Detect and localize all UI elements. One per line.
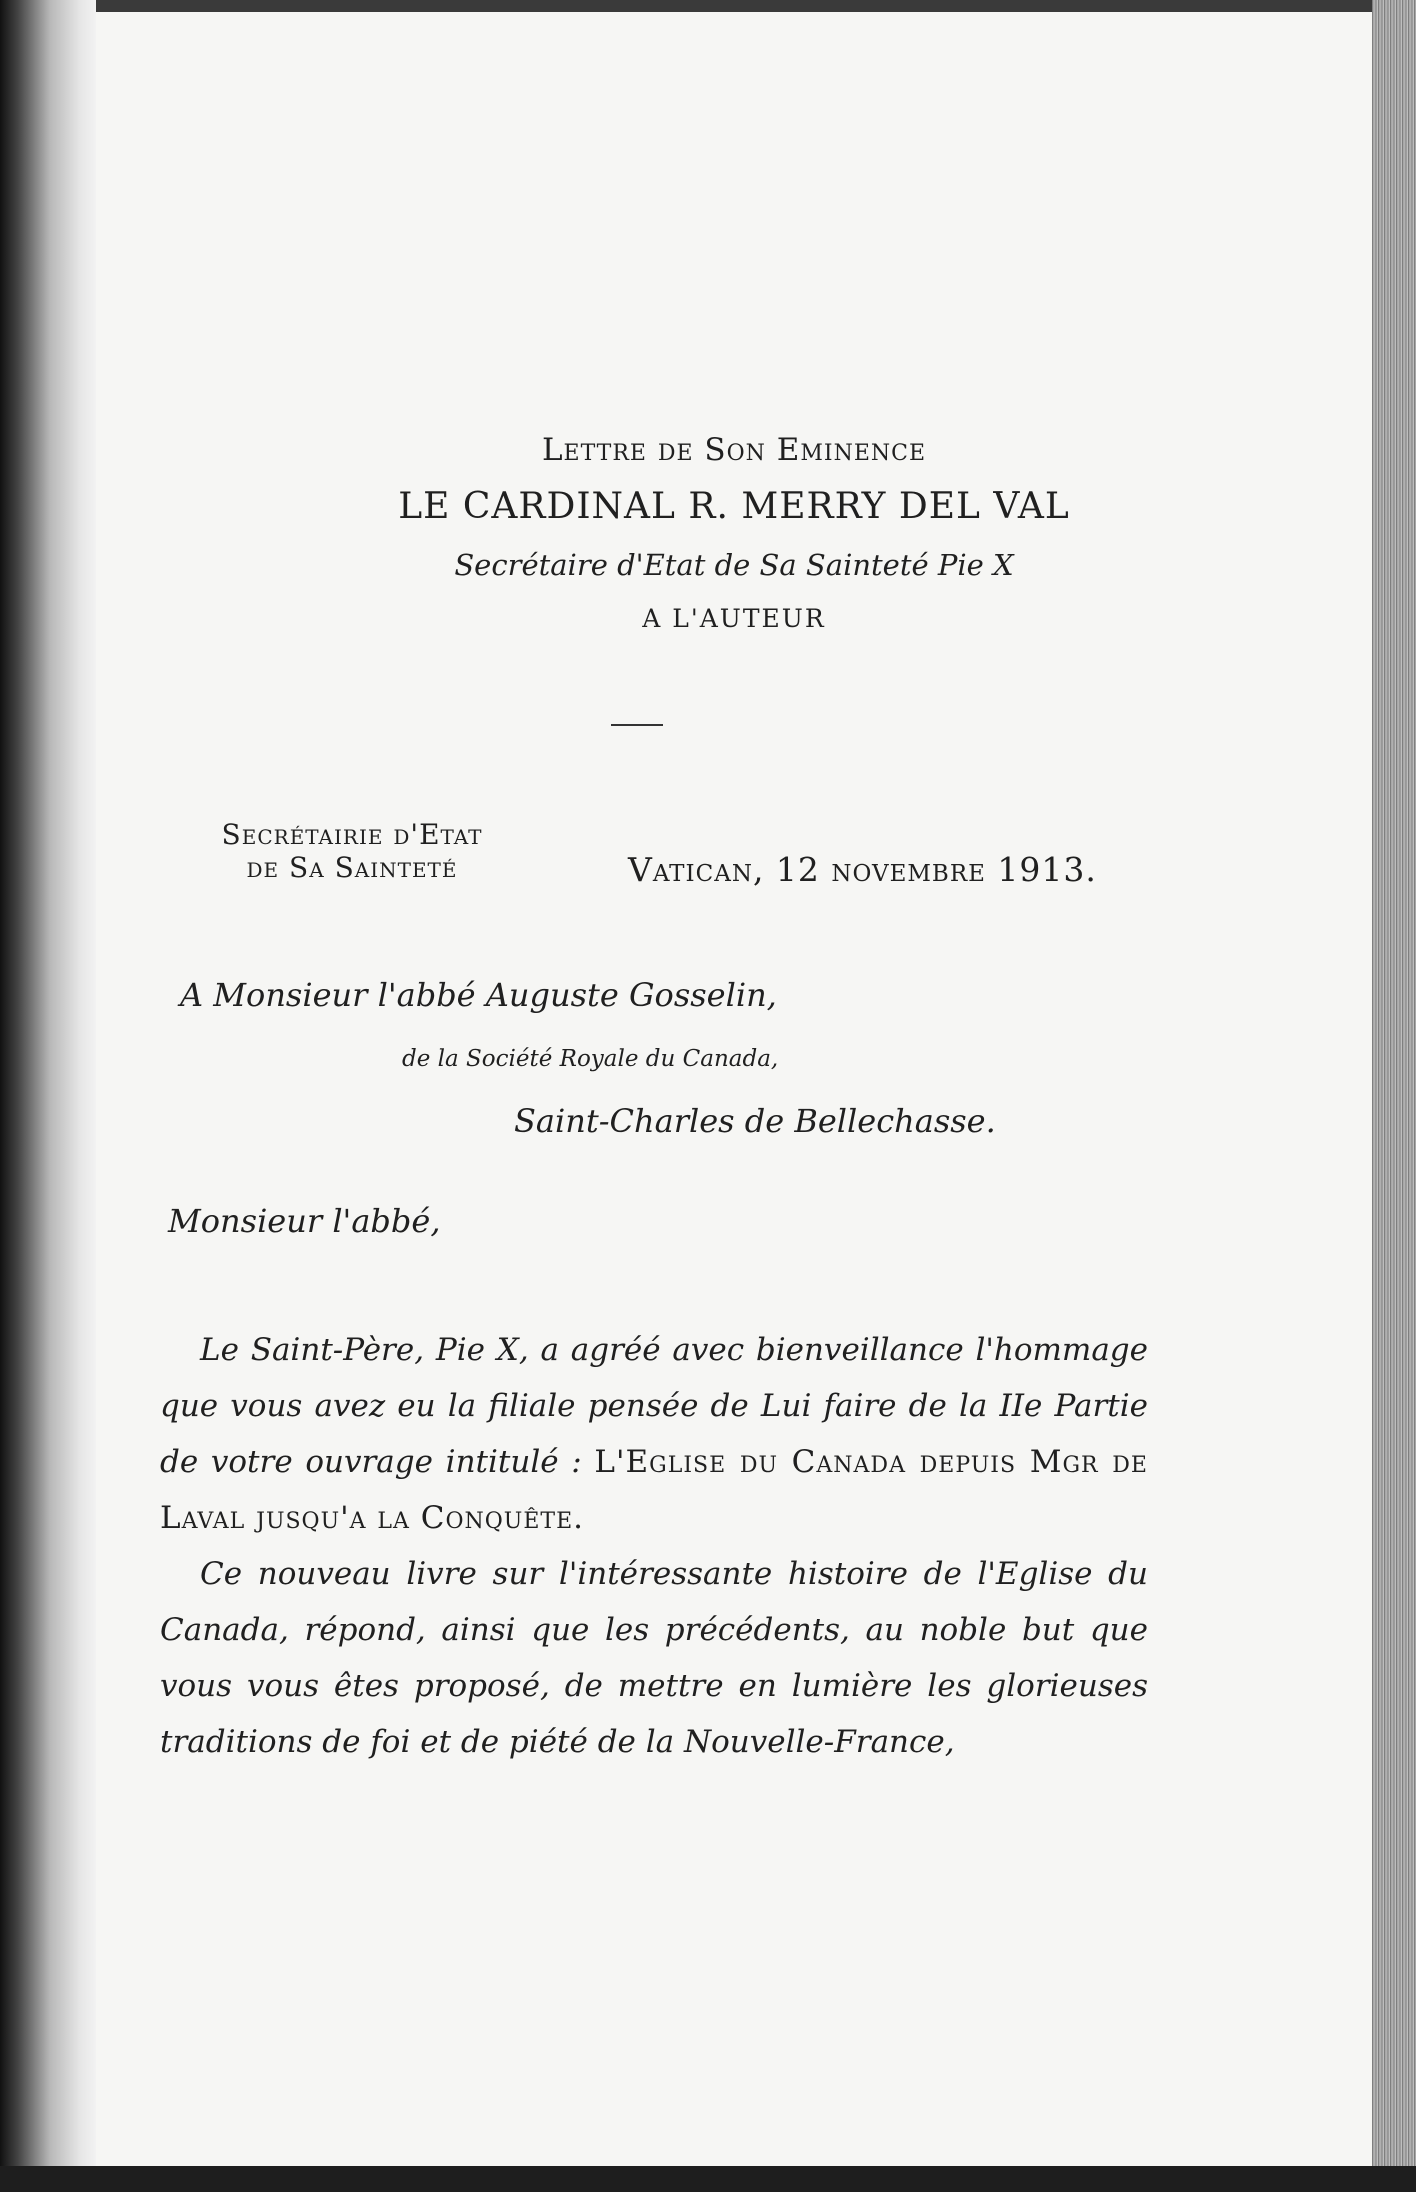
- top-scan-edge: [96, 0, 1372, 12]
- book-title: L'Eglise du Canada depuis Mgr de Laval jusqu'a la Conquête.: [160, 1444, 1148, 1536]
- body-paragraph-1-text: Le Saint-Père, Pie X, a agréé avec bienveillance l'hommage que vous avez eu la filiale pensée de Lui faire de la IIe Partie de votre ouvrage intitulé :: [160, 1332, 1148, 1480]
- bottom-scan-edge: [0, 2166, 1416, 2192]
- address-line-1: A Monsieur l'abbé Auguste Gosselin,: [180, 976, 777, 1014]
- address-line-2: de la Société Royale du Canada,: [402, 1046, 779, 1072]
- address-line-3: Saint-Charles de Bellechasse.: [514, 1102, 996, 1140]
- heading-cardinal-name: LE CARDINAL R. MERRY DEL VAL: [398, 486, 1070, 527]
- page-edges: [1372, 0, 1416, 2192]
- salutation: Monsieur l'abbé,: [168, 1202, 441, 1240]
- office-line-1: Secrétairie d'Etat: [221, 818, 483, 851]
- book-binding-shadow: [0, 0, 96, 2192]
- separator-rule: [611, 724, 663, 726]
- body-paragraph-1: [160, 1322, 1148, 1546]
- office-line-2: de Sa Sainteté: [246, 851, 458, 884]
- book-page: [96, 12, 1372, 2166]
- body-paragraph-2: Ce nouveau livre sur l'intéressante histoire de l'Eglise du Canada, répond, ainsi que les précédents, au noble but que vous vous êtes proposé, de mettre en lumière les glorieuses traditions de foi et de piété de la Nouvelle-France,: [160, 1556, 1148, 1760]
- heading-letter-line: Lettre de Son Eminence: [541, 432, 927, 468]
- heading-title: Secrétaire d'Etat de Sa Sainteté Pie X: [454, 548, 1014, 582]
- letter-body: [160, 1322, 1148, 1770]
- office-name: [182, 818, 522, 884]
- heading-recipient: A L'AUTEUR: [642, 604, 826, 633]
- page-content: [96, 12, 1372, 2166]
- place-date: Vatican, 12 novembre 1913.: [628, 850, 1097, 889]
